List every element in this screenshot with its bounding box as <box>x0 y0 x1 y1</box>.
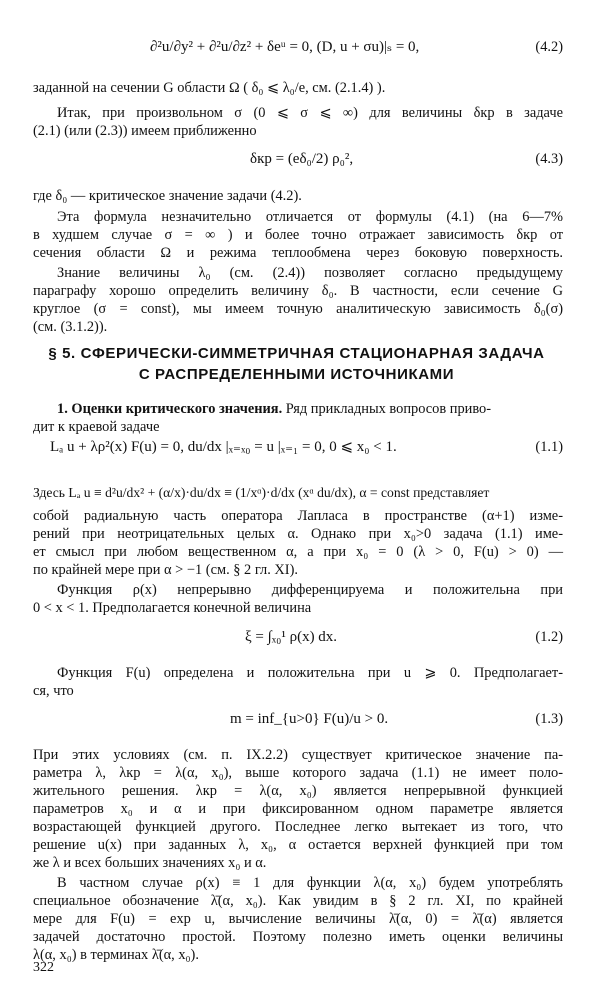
text-line: специальное обозначение λ̄(α, x₀). Как увидим в § 2 гл. XI, по крайней <box>33 893 563 909</box>
text-line: по крайней мере при α > −1 (см. § 2 гл. XI). <box>33 562 298 578</box>
text-line: же λ и всех больших значениях x₀ и α. <box>33 855 267 871</box>
text-line: (2.1) (или (2.3)) имеем приближенно <box>33 123 257 139</box>
text-line: в худшем случае σ = ∞ ) и более точно отражает зависимость δкр от <box>33 227 563 243</box>
equation-number-1-2: (1.2) <box>535 629 563 645</box>
page-number: 322 <box>33 960 54 975</box>
text-line: жительного решения. λкр = λ(α, x₀) является непрерывной функцией <box>33 783 563 799</box>
text-line: ся, что <box>33 683 74 699</box>
text-line: Эта формула незначительно отличается от формулы (4.1) (на 6—7% <box>57 209 563 225</box>
text-line: Здесь Lₐ u ≡ d²u/dx² + (α/x)·du/dx ≡ (1/xᵅ)·d/dx (xᵅ du/dx), α = const представляет <box>33 485 490 500</box>
text-line: λ(α, x₀) в терминах λ̄(α, x₀). <box>33 947 199 963</box>
text-line: Знание величины λ₀ (см. (2.4)) позволяет согласно предыдущему <box>57 265 563 281</box>
equation-number-1-1: (1.1) <box>535 439 563 455</box>
text-line: Функция ρ(x) непрерывно дифференцируема и положительна при <box>57 582 563 598</box>
text-line: 0 < x < 1. Предполагается конечной величина <box>33 600 312 616</box>
text-line: параграфу хорошо определить величину δ₀. В частности, если сечение G <box>33 283 563 299</box>
text-line: собой радиальную часть оператора Лапласа в пространстве (α+1) изме- <box>33 508 563 524</box>
equation-number-4-3: (4.3) <box>535 151 563 167</box>
text-line: Итак, при произвольном σ (0 ⩽ σ ⩽ ∞) для величины δкр в задаче <box>57 105 563 121</box>
text-line: решение u(x) при заданных λ, x₀, α остается верхней функцией при том <box>33 837 563 853</box>
equation-1-2: ξ = ∫ₓ₀¹ ρ(x) dx. <box>245 629 338 645</box>
equation-4-2: ∂²u/∂y² + ∂²u/∂z² + δeᵘ = 0, (D, u + σu)|ₛ = 0, <box>150 39 420 55</box>
text-line: ет смысл при любом вещественном α, а при x₀ = 0 (λ > 0, F(u) > 0) — <box>33 544 563 560</box>
text-line: (см. (3.1.2)). <box>33 319 108 335</box>
text-line: При этих условиях (см. п. IX.2.2) существует критическое значение па- <box>33 747 563 763</box>
text-line: раметра λ, λкр = λ(α, x₀), выше которого задача (1.1) не имеет поло- <box>33 765 563 781</box>
text-run: Ряд прикладных вопросов приво- <box>285 401 492 417</box>
section-heading: С РАСПРЕДЕЛЕННЫМИ ИСТОЧНИКАМИ <box>138 366 455 383</box>
equation-number-4-2: (4.2) <box>535 39 563 55</box>
text-line: параметров x₀ и α и при фиксированном одном параметре является <box>33 801 563 817</box>
text-line: возрастающей функцией другого. Последнее легко вытекает из того, что <box>33 819 563 835</box>
paragraph-title-line <box>57 400 563 418</box>
text-line: В частном случае ρ(x) ≡ 1 для функции λ(α, x₀) будем употреблять <box>57 875 563 891</box>
text-line: Функция F(u) определена и положительна при u ⩾ 0. Предполагает- <box>57 665 563 681</box>
text-line: сечения области Ω и режима теплообмена через боковую поверхность. <box>33 245 563 261</box>
text-line: дит к краевой задаче <box>33 419 160 435</box>
text-line: круглое (σ = const), мы имеем точную аналитическую зависимость δ₀(σ) <box>33 301 563 317</box>
text-line: рений при неотрицательных целых α. Однако при x₀>0 задача (1.1) име- <box>33 526 563 542</box>
paragraph-title: 1. Оценки критического значения. <box>57 401 283 417</box>
equation-number-1-3: (1.3) <box>535 711 563 727</box>
equation-1-1: Lₐ u + λρ²(x) F(u) = 0, du/dx |ₓ₌ₓ₀ = u |ₓ₌₁ = 0, 0 ⩽ x₀ < 1. <box>50 439 397 455</box>
text-line: задачей достаточно простой. Поэтому полезно иметь оценки величины <box>33 929 563 945</box>
equation-4-3: δкр = (eδ₀/2) ρ₀², <box>250 151 354 167</box>
text-line: заданной на сечении G области Ω ( δ₀ ⩽ λ₀/e, см. (2.1.4) ). <box>33 80 386 96</box>
text-line: мере для F(u) = exp u, вычисление величины λ̄(α, 0) = λ̄(α) является <box>33 911 563 927</box>
section-heading: § 5. СФЕРИЧЕСКИ-СИММЕТРИЧНАЯ СТАЦИОНАРНАЯ ЗАДАЧА <box>48 345 545 362</box>
equation-1-3: m = inf_{u>0} F(u)/u > 0. <box>230 711 389 727</box>
text-line: где δ₀ — критическое значение задачи (4.2). <box>33 188 302 204</box>
